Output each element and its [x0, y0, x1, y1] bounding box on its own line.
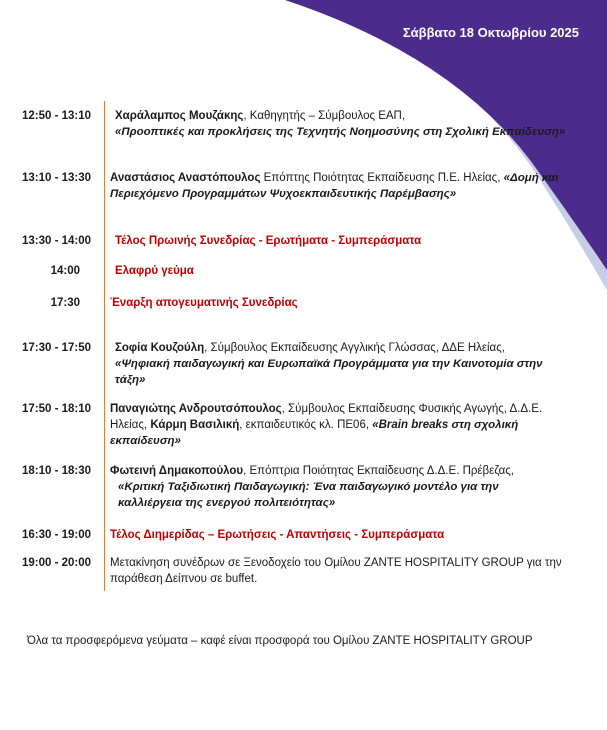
time-slot: 16:30 - 19:00 — [22, 529, 92, 541]
time-slot: 18:10 - 18:30 — [22, 465, 92, 477]
schedule-description — [110, 463, 570, 511]
speaker-role: , Σύμβουλος Εκπαίδευσης Αγγλικής Γλώσσας, ΔΔΕ Ηλείας, — [204, 342, 505, 354]
schedule-description — [115, 340, 575, 388]
time-slot: 12:50 - 13:10 — [22, 110, 92, 122]
session-note: Τέλος Πρωινής Συνεδρίας - Ερωτήματα - Συμπεράσματα — [115, 235, 422, 247]
time-slot: 19:00 - 20:00 — [22, 557, 92, 569]
talk-title: «Προοπτικές και προκλήσεις της Τεχνητής Νοημοσύνης στη Σχολική Εκπαίδευση» — [115, 126, 566, 138]
session-end — [110, 527, 570, 543]
speaker-name-2: Κάρμη Βασιλική — [150, 419, 240, 431]
speaker-role: Επόπτης Ποιότητας Εκπαίδευσης Π.Ε. Ηλείας, — [260, 172, 504, 184]
time-slot: 13:30 - 14:00 — [22, 235, 92, 247]
session-start — [110, 295, 570, 311]
speaker-role: , Σύμβουλος Εκπαίδευσης Φυσικής Αγωγής, Δ.Δ.Ε. Ηλείας, — [110, 403, 543, 431]
time-slot: 17:50 - 18:10 — [22, 403, 92, 415]
transfer-note: Μετακίνηση συνέδρων σε Ξενοδοχείο του Ομίλου ZANTE HOSPITALITY GROUP για την παράθεση Δείπνου σε buffet. — [110, 557, 562, 585]
time-slot: 17:30 — [50, 297, 80, 309]
talk-title: «Brain breaks στη σχολική εκπαίδευση» — [110, 419, 519, 447]
schedule-description — [110, 170, 570, 202]
speaker-role: , Επόπτρια Ποιότητας Εκπαίδευσης Δ.Δ.Ε. Πρέβεζας, — [243, 465, 514, 477]
speaker-name: Παναγιώτης Ανδρουτσόπουλος — [110, 403, 282, 415]
schedule-description — [115, 108, 575, 140]
schedule-description — [110, 555, 570, 587]
session-note: Ελαφρύ γεύμα — [115, 265, 194, 277]
session-end — [115, 233, 575, 249]
schedule-description — [110, 401, 570, 449]
timeline-divider — [104, 101, 105, 591]
session-note: Έναρξη απογευματινής Συνεδρίας — [110, 297, 298, 309]
talk-title: «Ψηφιακή παιδαγωγική και Ευρωπαϊκά Προγράμματα για την Καινοτομία στην τάξη» — [115, 358, 543, 386]
footer-note: Όλα τα προσφερόμενα γεύματα – καφέ είναι προσφορά του Ομίλου ZANTE HOSPITALITY GROUP — [27, 635, 533, 647]
talk-title: «Δομή και Περιεχόμενο Προγραμμάτων Ψυχοεκπαιδευτικής Παρέμβασης» — [110, 172, 559, 200]
time-slot: 14:00 — [50, 265, 80, 277]
speaker-role: , Καθηγητής – Σύμβουλος ΕΑΠ, — [243, 110, 406, 122]
speaker-name: Σοφία Κουζούλη — [115, 342, 205, 354]
time-slot: 17:30 - 17:50 — [22, 342, 92, 354]
speaker-name: Φωτεινή Δημακοπούλου — [110, 465, 244, 477]
speaker-name: Αναστάσιος Αναστόπουλος — [110, 172, 261, 184]
header-date: Σάββατο 18 Οκτωβρίου 2025 — [402, 25, 579, 40]
speaker-name: Χαράλαμπος Μουζάκης — [115, 110, 244, 122]
time-slot: 13:10 - 13:30 — [22, 172, 92, 184]
meal-break — [115, 263, 575, 279]
speaker-role-2: , εκπαιδευτικός κλ. ΠΕ06, — [239, 419, 373, 431]
talk-title: «Κριτική Ταξιδιωτική Παιδαγωγική: Ένα παιδαγωγικό μοντέλο για την καλλιέργεια της ενεργού πολιτειότητας» — [118, 481, 499, 509]
session-note: Τέλος Διημερίδας – Ερωτήσεις - Απαντήσεις - Συμπεράσματα — [110, 529, 445, 541]
